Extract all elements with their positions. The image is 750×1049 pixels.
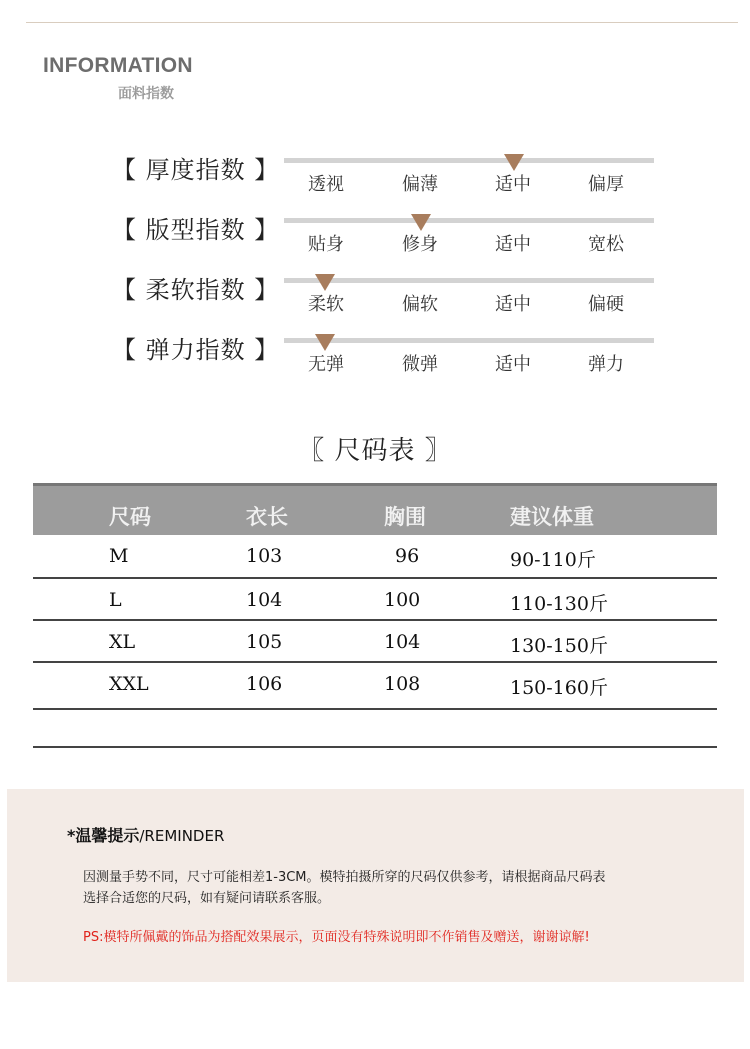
cell-length: 103 bbox=[246, 545, 283, 567]
reminder-title-en: /REMINDER bbox=[139, 827, 225, 845]
cell-chest: 96 bbox=[395, 545, 420, 567]
cell-size: L bbox=[109, 589, 122, 611]
index-marker-icon bbox=[411, 214, 431, 231]
information-title: INFORMATION bbox=[43, 54, 193, 77]
table-row bbox=[33, 621, 717, 663]
index-option: 偏薄 bbox=[402, 174, 438, 195]
index-option: 适中 bbox=[495, 174, 531, 195]
index-option: 修身 bbox=[402, 234, 438, 255]
index-option: 无弹 bbox=[308, 354, 344, 375]
size-table-title: 〖 尺码表 〗 bbox=[298, 436, 452, 466]
header-cell: 胸围 bbox=[384, 505, 426, 529]
cell-size: M bbox=[109, 545, 129, 567]
cell-weight: 110-130斤 bbox=[510, 593, 608, 615]
index-option: 偏硬 bbox=[588, 294, 624, 315]
index-option: 弹力 bbox=[588, 354, 624, 375]
index-row-softness bbox=[0, 270, 750, 330]
index-option: 适中 bbox=[495, 294, 531, 315]
table-row bbox=[33, 579, 717, 621]
index-scale-bar bbox=[284, 218, 654, 223]
index-option: 宽松 bbox=[588, 234, 624, 255]
index-label: 【 版型指数 】 bbox=[112, 216, 280, 244]
index-option: 贴身 bbox=[308, 234, 344, 255]
index-row-thickness bbox=[0, 150, 750, 210]
cell-chest: 100 bbox=[384, 589, 421, 611]
header-cell: 衣长 bbox=[246, 505, 288, 529]
reminder-panel bbox=[7, 789, 744, 982]
index-row-fit bbox=[0, 210, 750, 270]
header-cell: 尺码 bbox=[109, 505, 151, 529]
index-label: 【 弹力指数 】 bbox=[112, 336, 280, 364]
index-scale-bar bbox=[284, 338, 654, 343]
index-marker-icon bbox=[315, 274, 335, 291]
information-subtitle: 面料指数 bbox=[118, 86, 174, 102]
cell-length: 105 bbox=[246, 631, 283, 653]
cell-length: 104 bbox=[246, 589, 283, 611]
index-option: 透视 bbox=[308, 174, 344, 195]
cell-chest: 108 bbox=[384, 673, 421, 695]
index-option: 适中 bbox=[495, 234, 531, 255]
index-option: 适中 bbox=[495, 354, 531, 375]
index-marker-icon bbox=[504, 154, 524, 171]
index-scale-bar bbox=[284, 278, 654, 283]
index-row-elasticity bbox=[0, 330, 750, 390]
cell-weight: 130-150斤 bbox=[510, 635, 608, 657]
table-header bbox=[33, 483, 717, 535]
cell-weight: 150-160斤 bbox=[510, 677, 608, 699]
reminder-text-line: 因测量手势不同，尺寸可能相差1-3CM。模特拍摄所穿的尺码仅供参考，请根据商品尺码表 bbox=[83, 870, 606, 885]
table-row bbox=[33, 663, 717, 710]
table-row bbox=[33, 535, 717, 579]
index-option: 微弹 bbox=[402, 354, 438, 375]
index-marker-icon bbox=[315, 334, 335, 351]
index-label: 【 厚度指数 】 bbox=[112, 156, 280, 184]
reminder-title bbox=[67, 823, 224, 846]
reminder-title-cn: *温馨提示 bbox=[67, 826, 140, 845]
index-scale-bar bbox=[284, 158, 654, 163]
top-divider bbox=[26, 22, 738, 23]
cell-size: XL bbox=[109, 631, 136, 653]
table-row-empty bbox=[33, 710, 717, 748]
cell-weight: 90-110斤 bbox=[510, 549, 596, 571]
reminder-ps-note: PS:模特所佩戴的饰品为搭配效果展示，页面没有特殊说明即不作销售及赠送，谢谢谅解! bbox=[83, 930, 590, 945]
cell-size: XXL bbox=[109, 673, 149, 695]
index-option: 偏厚 bbox=[588, 174, 624, 195]
index-option: 柔软 bbox=[308, 294, 344, 315]
cell-chest: 104 bbox=[384, 631, 421, 653]
cell-length: 106 bbox=[246, 673, 283, 695]
index-label: 【 柔软指数 】 bbox=[112, 276, 280, 304]
reminder-text-line: 选择合适您的尺码，如有疑问请联系客服。 bbox=[83, 891, 331, 906]
header-cell: 建议体重 bbox=[510, 505, 594, 529]
index-option: 偏软 bbox=[402, 294, 438, 315]
